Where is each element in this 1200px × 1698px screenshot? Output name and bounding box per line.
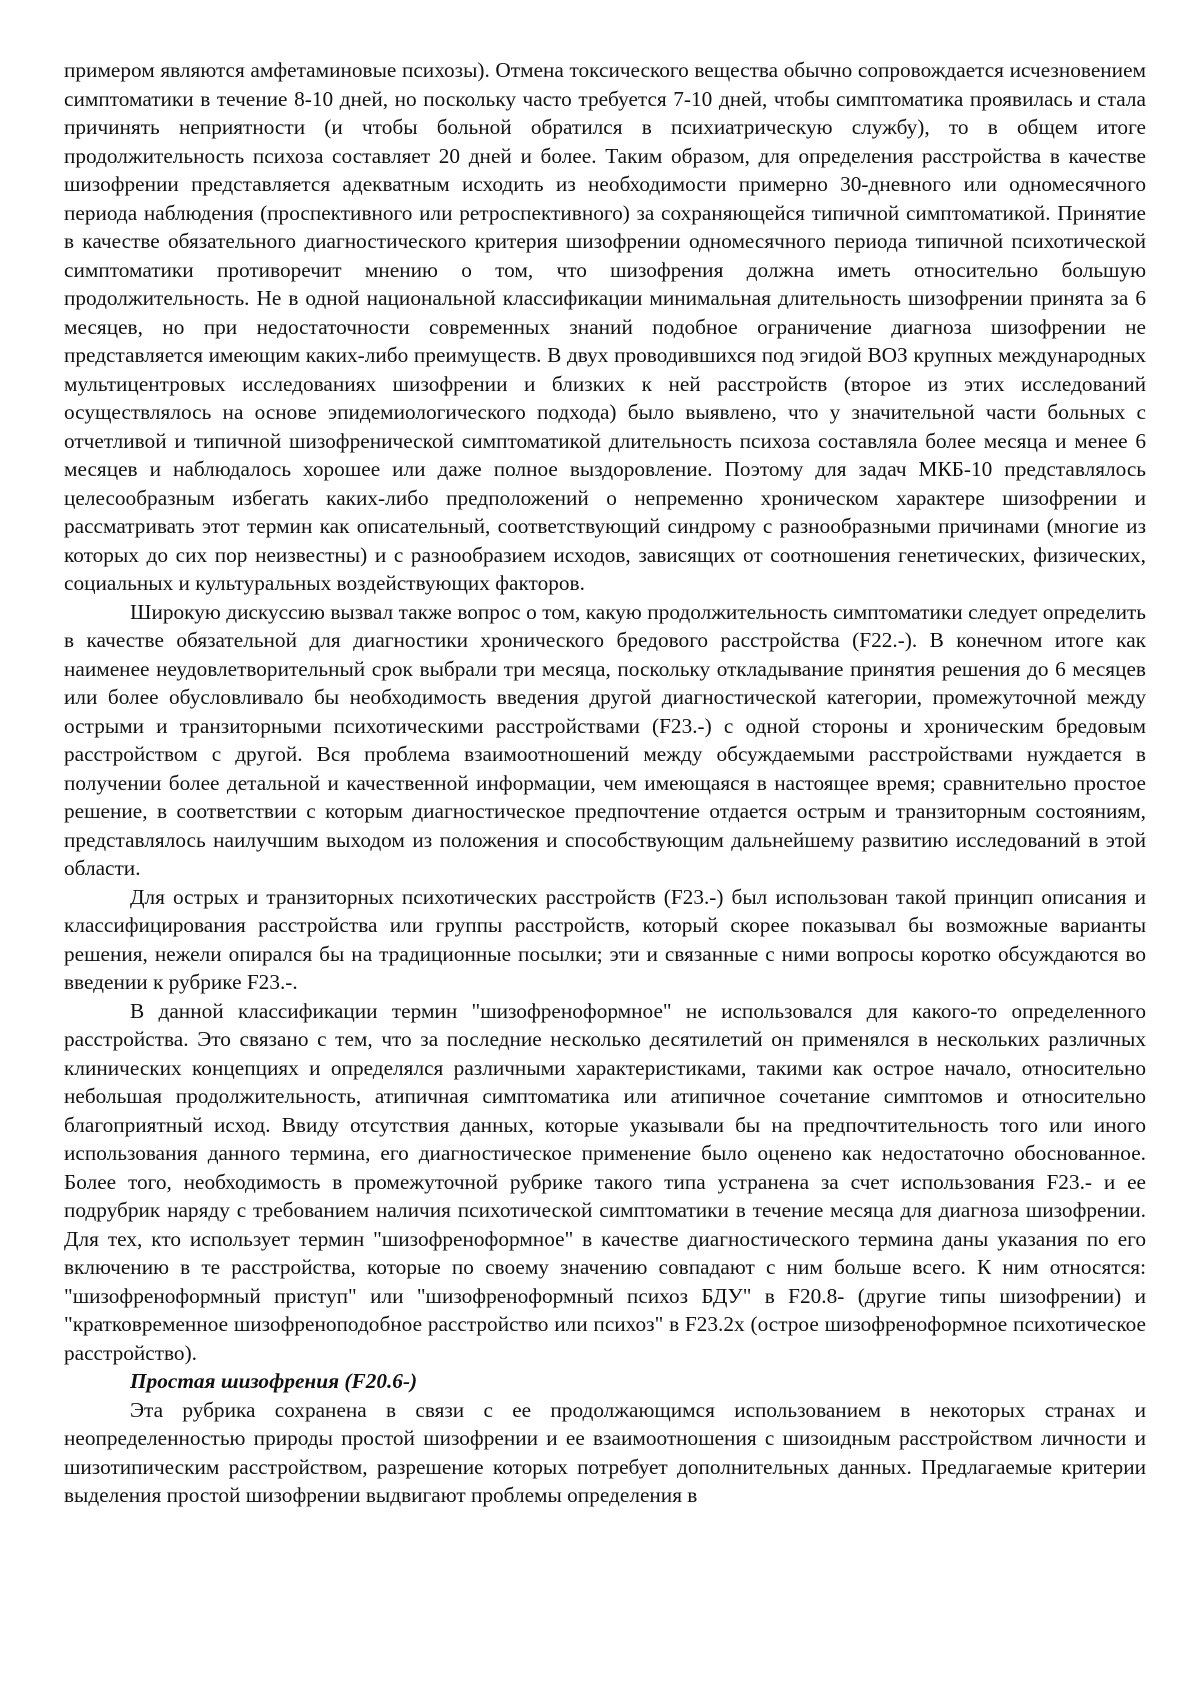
paragraph-simple-schizophrenia: Эта рубрика сохранена в связи с ее продолжающимся использованием в некоторых странах и неопределенностью природы простой шизофрении и ее взаимоотношения с шизоидным расстройством личности и шизотипическим расстройством, разрешение которых потребует дополнительных данных. Предлагаемые критерии выделения простой шизофрении выдвигают проблемы определения в xyxy=(64,1396,1146,1510)
paragraph-schizophreniform-term: В данной классификации термин "шизофреноформное" не использовался для какого-то определенного расстройства. Это связано с тем, что за последние несколько десятилетий он применялся в нескольких различных клинических концепциях и определялся различными характеристиками, такими как острое начало, относительно небольшая продолжительность, атипичная симптоматика или атипичное сочетание симптомов и относительно благоприятный исход. Ввиду отсутствия данных, которые указывали бы на предпочтительность того или иного использования данного термина, его диагностическое применение было оценено как недостаточно обоснованное. Более того, необходимость в промежуточной рубрике такого типа устранена за счет использования F23.- и ее подрубрик наряду с требованием наличия психотической симптоматики в течение месяца для диагноза шизофрении. Для тех, кто использует термин "шизофреноформное" в качестве диагностического термина даны указания по его включению в те расстройства, которые по своему значению совпадают с ним больше всего. К ним относятся: "шизофреноформный приступ" или "шизофреноформный психоз БДУ" в F20.8- (другие типы шизофрении) и "кратковременное шизофреноподобное расстройство или психоз" в F23.2x (острое шизофреноформное психотическое расстройство). xyxy=(64,997,1146,1368)
section-heading-simple-schizophrenia: Простая шизофрения (F20.6-) xyxy=(64,1367,1146,1396)
paragraph-delusional-disorder-duration: Широкую дискуссию вызвал также вопрос о том, какую продолжительность симптоматики следует определить в качестве обязательной для диагностики хронического бредового расстройства (F22.-). В конечном итоге как наименее неудовлетворительный срок выбрали три месяца, поскольку откладывание принятия решения до 6 месяцев или более обусловливало бы необходимость введения другой диагностической категории, промежуточной между острыми и транзиторными психотическими расстройствами (F23.-) с одной стороны и хроническим бредовым расстройством с другой. Вся проблема взаимоотношений между обсуждаемыми расстройствами нуждается в получении более детальной и качественной информации, чем имеющаяся в настоящее время; сравнительно простое решение, в соответствии с которым диагностическое предпочтение отдается острым и транзиторным состояниям, представлялось наилучшим выходом из положения и способствующим дальнейшему развитию исследований в этой области. xyxy=(64,598,1146,883)
paragraph-amphetamine-psychoses: примером являются амфетаминовые психозы). Отмена токсического вещества обычно сопровождается исчезновением симптоматики в течение 8-10 дней, но поскольку часто требуется 7-10 дней, чтобы симптоматика проявилась и стала причинять неприятности (и чтобы больной обратился в психиатрическую службу), то в общем итоге продолжительность психоза составляет 20 дней и более. Таким образом, для определения расстройства в качестве шизофрении представляется адекватным исходить из необходимости примерно 30-дневного или одномесячного периода наблюдения (проспективного или ретроспективного) за сохраняющейся типичной симптоматикой. Принятие в качестве обязательного диагностического критерия шизофрении одномесячного периода типичной психотической симптоматики противоречит мнению о том, что шизофрения должна иметь относительно большую продолжительность. Не в одной национальной классификации минимальная длительность шизофрении принята за 6 месяцев, но при недостаточности современных знаний подобное ограничение диагноза шизофрении не представляется имеющим каких-либо преимуществ. В двух проводившихся под эгидой ВОЗ крупных международных мультицентровых исследованиях шизофрении и близких к ней расстройств (второе из этих исследований осуществлялось на основе эпидемиологического подхода) было выявлено, что у значительной части больных с отчетливой и типичной шизофренической симптоматикой длительность психоза составляла более месяца и менее 6 месяцев и наблюдалось хорошее или даже полное выздоровление. Поэтому для задач МКБ-10 представлялось целесообразным избегать каких-либо предположений о непременно хроническом характере шизофрении и рассматривать этот термин как описательный, соответствующий синдрому с разнообразными причинами (многие из которых до сих пор неизвестны) и с разнообразием исходов, зависящих от соотношения генетических, физических, социальных и культуральных воздействующих факторов. xyxy=(64,56,1146,598)
document-page xyxy=(64,56,1146,1510)
paragraph-acute-transient-disorders: Для острых и транзиторных психотических расстройств (F23.-) был использован такой принцип описания и классифицирования расстройства или группы расстройств, который скорее показывал бы возможные варианты решения, нежели опирался бы на традиционные посылки; эти и связанные с ними вопросы коротко обсуждаются во введении к рубрике F23.-. xyxy=(64,883,1146,997)
